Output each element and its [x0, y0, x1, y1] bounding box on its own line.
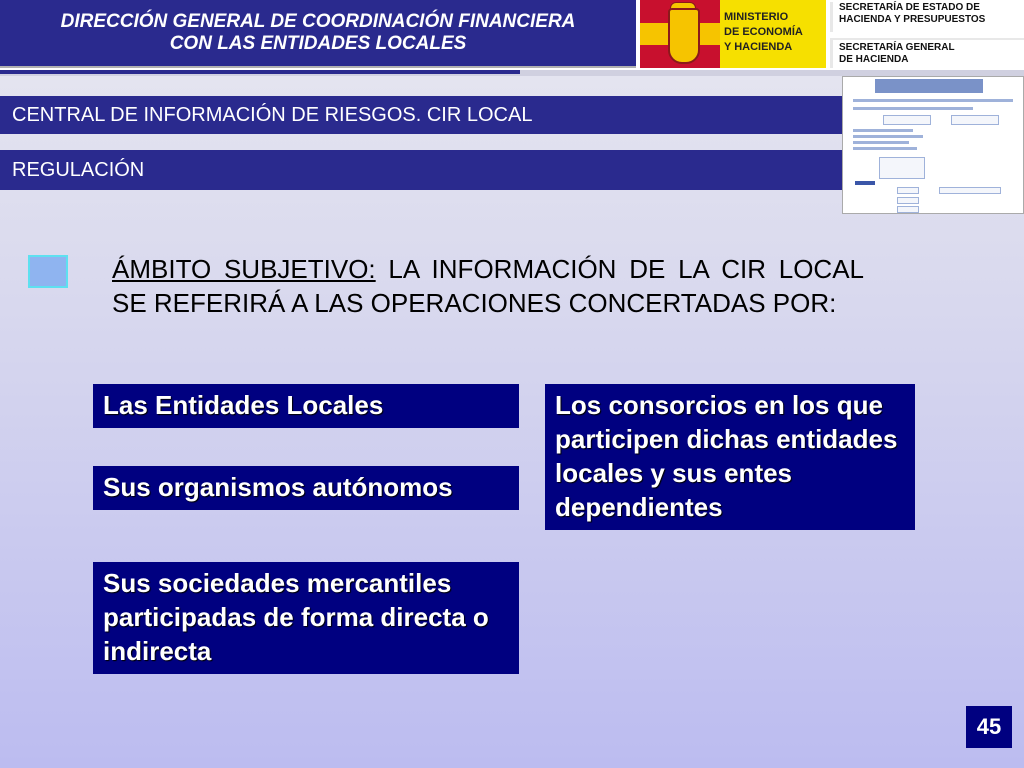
ministry-label: MINISTERIO DE ECONOMÍA Y HACIENDA	[720, 0, 826, 68]
secretaria-estado-label: SECRETARÍA DE ESTADO DE HACIENDA Y PRESUPUESTOS	[830, 2, 1024, 32]
box-organismos-autonomos: Sus organismos autónomos	[93, 466, 519, 510]
box-consorcios: Los consorcios en los que participen dichas entidades locales y sus entes dependientes	[545, 384, 915, 530]
intro-text	[112, 252, 864, 320]
header	[0, 0, 1024, 70]
box-sociedades-mercantiles: Sus sociedades mercantiles participadas de forma directa o indirecta	[93, 562, 519, 674]
subsection-title: REGULACIÓN	[0, 150, 842, 190]
shield-icon	[668, 8, 700, 64]
coat-of-arms-logo	[640, 0, 720, 68]
header-title	[0, 0, 636, 68]
intro-rest: LA INFORMACIÓN DE LA CIR LOCAL SE REFERIRÁ A LAS OPERACIONES CONCERTADAS POR:	[112, 254, 865, 318]
bullet-square-icon	[28, 255, 68, 288]
box-entidades-locales: Las Entidades Locales	[93, 384, 519, 428]
section-title: CENTRAL DE INFORMACIÓN DE RIESGOS. CIR LOCAL	[0, 96, 842, 134]
secretaria-general-label: SECRETARÍA GENERAL DE HACIENDA	[830, 38, 1024, 68]
intro-lead: ÁMBITO SUBJETIVO:	[112, 254, 376, 284]
header-title-line2: CON LAS ENTIDADES LOCALES	[169, 33, 467, 54]
form-screenshot-thumbnail	[842, 76, 1024, 214]
page-number: 45	[966, 706, 1012, 748]
header-title-line1: DIRECCIÓN GENERAL DE COORDINACIÓN FINANCIERA	[60, 11, 576, 32]
